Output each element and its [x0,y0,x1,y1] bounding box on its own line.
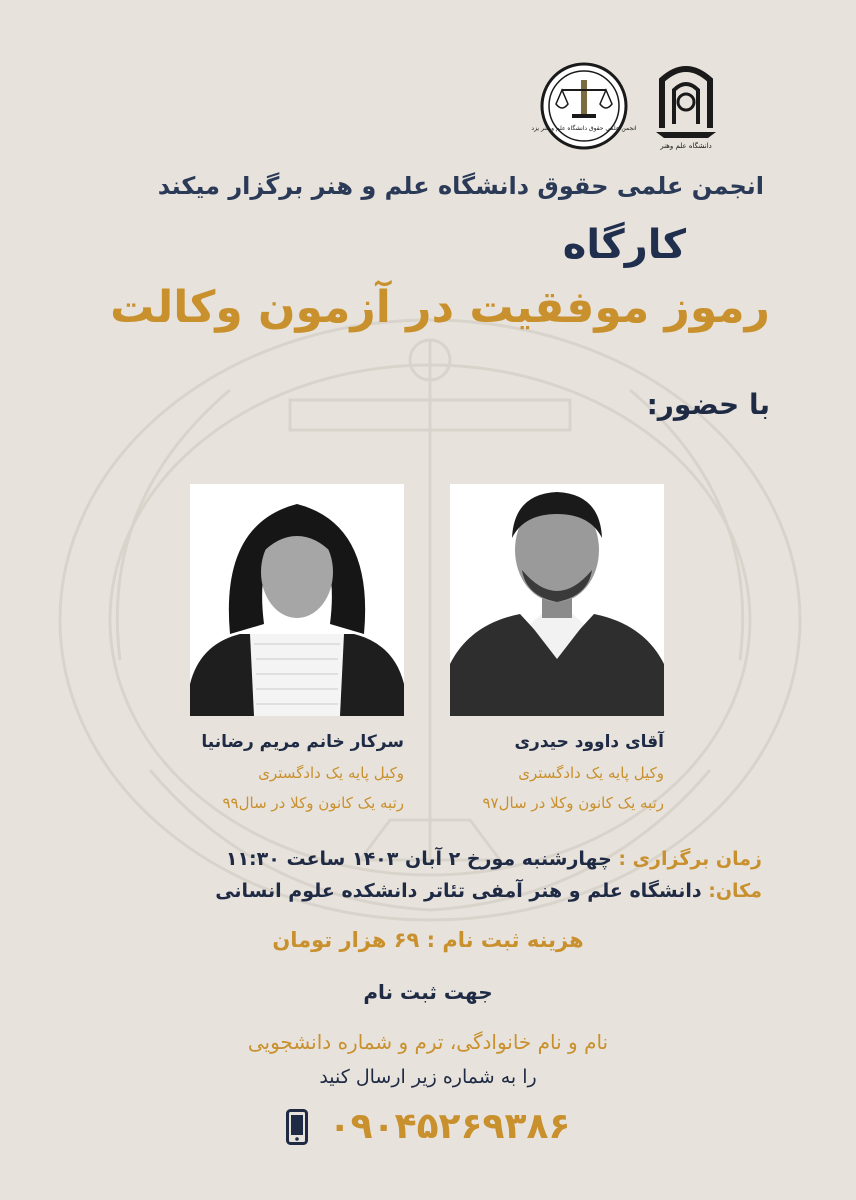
speaker-photo-female [190,484,404,716]
event-place [82,880,762,902]
speaker-female-rank: رتبه یک کانون وکلا در سال۹۹ [222,794,404,812]
university-logo-text: دانشگاه علم وهنر [660,142,712,150]
registration-instruction-2: را به شماره زیر ارسال کنید [319,1066,537,1088]
registration-heading: جهت ثبت نام [363,980,493,1004]
speaker-male-caption [483,732,665,812]
speaker-male-name: آقای داوود حیدری [514,732,664,752]
event-time [82,848,762,870]
speaker-female-caption [201,732,404,812]
phone-row [0,1106,856,1147]
law-association-seal-icon [531,62,637,150]
place-value: دانشگاه علم و هنر آمفی تئاتر دانشکده علوم انسانی [215,880,702,902]
speaker-male-role: وکیل پایه یک دادگستری [518,764,664,782]
phone-number[interactable]: ۰۹۰۴۵۲۶۹۳۸۶ [328,1106,571,1147]
presence-label: با حضور: [646,388,770,421]
association-logo-text: انجمن علمی حقوق دانشگاه علم و هنر یزد [531,125,637,132]
speaker-female-role: وکیل پایه یک دادگستری [258,764,404,782]
speaker-photo-male [450,484,664,716]
speaker-female-name: سرکار خانم مریم رضانیا [201,732,404,752]
event-title: رموز موفقیت در آزمون وکالت [110,282,770,333]
time-label: زمان برگزاری : [618,848,762,870]
registration-fee: هزینه ثبت نام : ۶۹ هزار تومان [272,928,584,952]
time-value: چهارشنبه مورخ ۲ آبان ۱۴۰۳ ساعت ۱۱:۳۰ [225,848,612,870]
place-label: مکان: [708,880,762,902]
organizer-line: انجمن علمی حقوق دانشگاه علم و هنر برگزار میکند [157,172,764,200]
mobile-phone-icon [286,1109,308,1145]
registration-instruction-1: نام و نام خانوادگی، ترم و شماره دانشجویی [247,1030,609,1054]
workshop-label: کارگاه [562,222,686,268]
university-emblem-icon [652,58,720,150]
speaker-male-rank: رتبه یک کانون وکلا در سال۹۷ [482,794,664,812]
